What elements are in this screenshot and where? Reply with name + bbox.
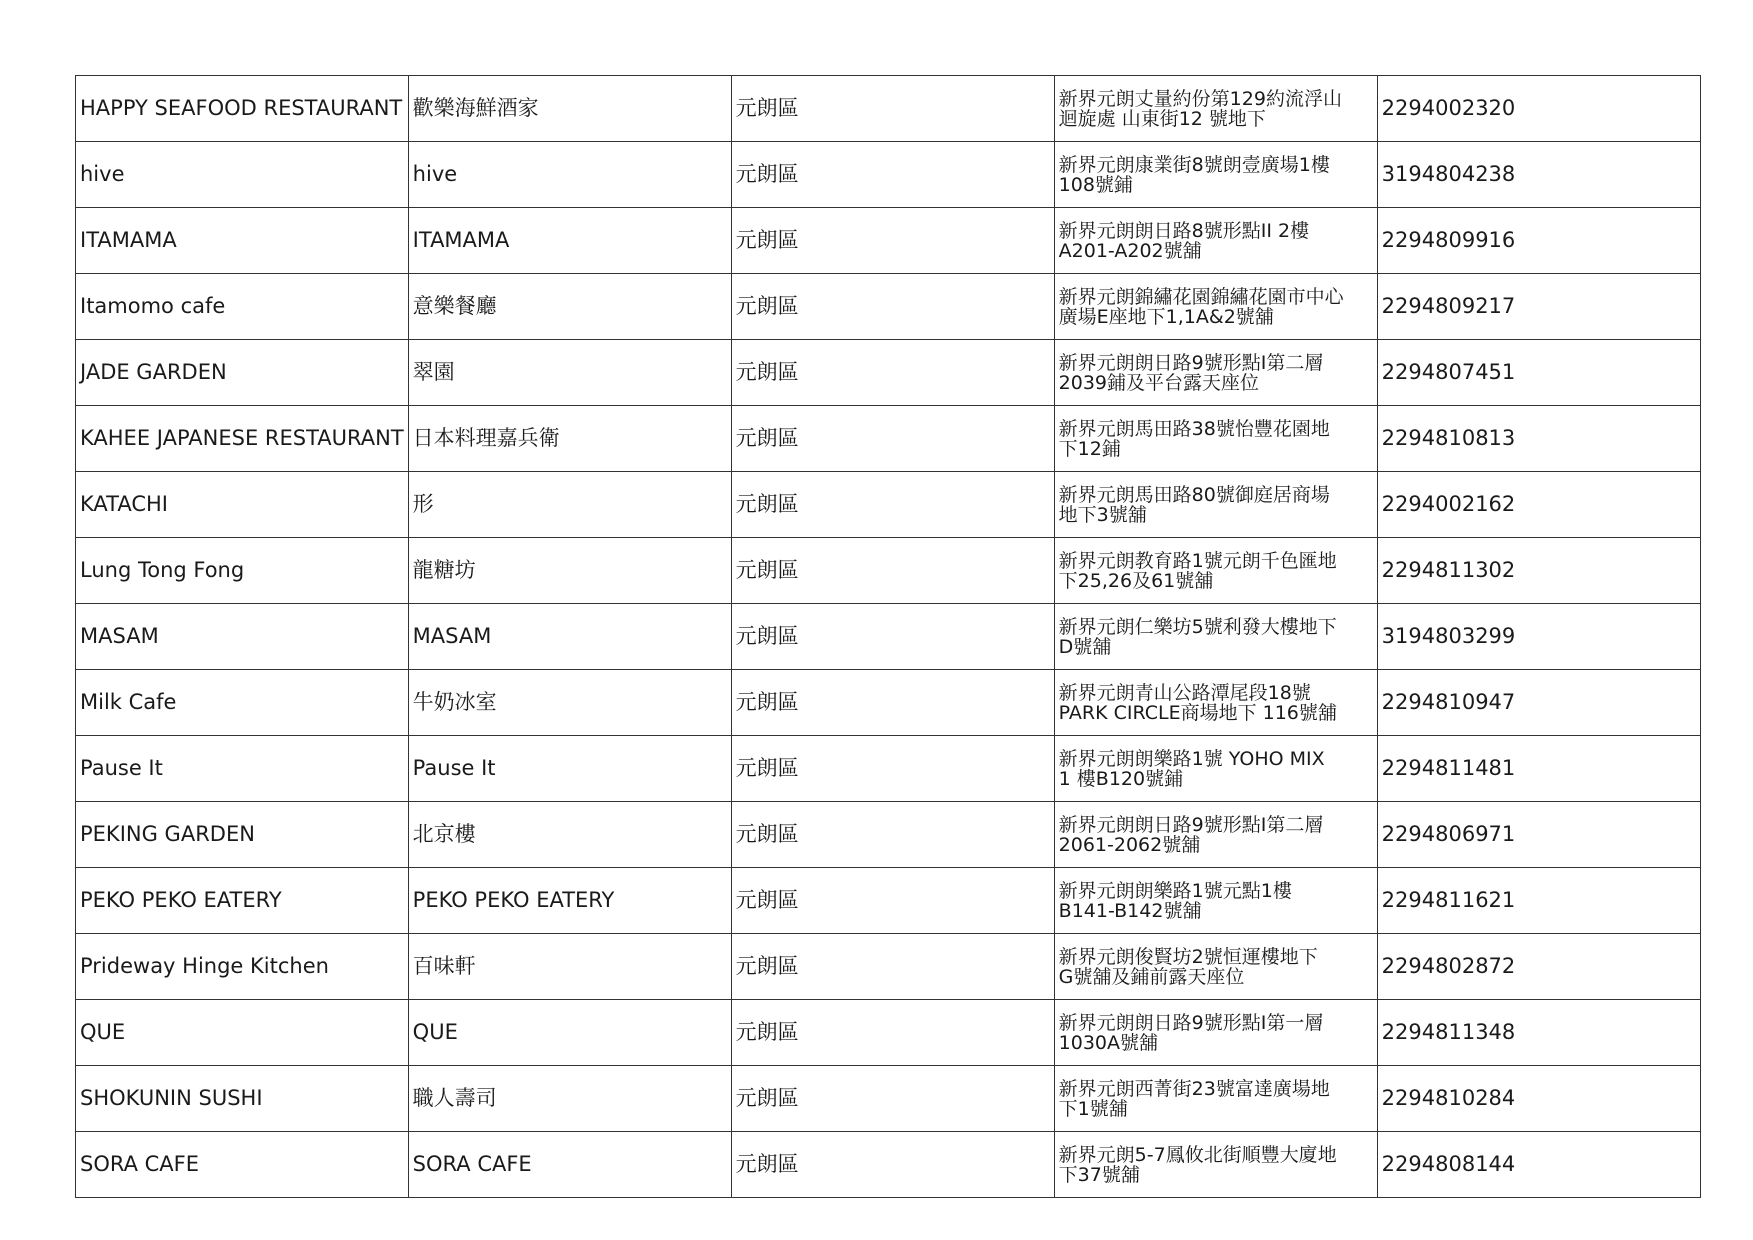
table-row — [76, 1132, 1701, 1198]
license-number-cell: 2294810813 — [1377, 406, 1700, 472]
table-row — [76, 76, 1701, 142]
restaurant-name-zh-cell: 龍糖坊 — [408, 538, 731, 604]
license-number-cell: 2294809916 — [1377, 208, 1700, 274]
address-line: 新界元朗錦繡花園錦繡花園市中心 — [1058, 285, 1344, 308]
address-cell — [1054, 1132, 1377, 1198]
table-row — [76, 538, 1701, 604]
district-cell: 元朗區 — [731, 274, 1054, 340]
address-line: 新界元朗朗日路8號形點II 2樓 — [1058, 219, 1310, 242]
table-row — [76, 802, 1701, 868]
restaurant-name-zh-cell: 歡樂海鮮酒家 — [408, 76, 731, 142]
license-number-cell: 2294802872 — [1377, 934, 1700, 1000]
restaurant-name-en-cell: Milk Cafe — [76, 670, 409, 736]
address-line: 新界元朗馬田路80號御庭居商場 — [1058, 483, 1330, 506]
restaurant-name-zh-cell: SORA CAFE — [408, 1132, 731, 1198]
table-row — [76, 670, 1701, 736]
table-row — [76, 736, 1701, 802]
address-cell — [1054, 406, 1377, 472]
address-line: 1030A號舖 — [1058, 1031, 1159, 1054]
license-number-cell: 2294810947 — [1377, 670, 1700, 736]
restaurant-name-en-cell: MASAM — [76, 604, 409, 670]
address-line: 新界元朗西菁街23號富達廣場地 — [1058, 1077, 1330, 1100]
license-number-cell: 2294811621 — [1377, 868, 1700, 934]
address-cell — [1054, 142, 1377, 208]
address-line: 新界元朗康業街8號朗壹廣場1樓 — [1058, 153, 1330, 176]
restaurant-name-zh-cell: hive — [408, 142, 731, 208]
restaurant-name-zh-cell: PEKO PEKO EATERY — [408, 868, 731, 934]
restaurant-name-en-cell: PEKING GARDEN — [76, 802, 409, 868]
address-line: G號舖及鋪前露天座位 — [1058, 965, 1245, 988]
restaurant-name-en-cell: SORA CAFE — [76, 1132, 409, 1198]
restaurant-name-zh-cell: ITAMAMA — [408, 208, 731, 274]
license-number-cell: 2294002320 — [1377, 76, 1700, 142]
restaurant-name-zh-cell: 形 — [408, 472, 731, 538]
address-line: 新界元朗朗日路9號形點I第二層 — [1058, 351, 1324, 374]
address-line: D號舖 — [1058, 635, 1112, 658]
address-line: 下1號舖 — [1058, 1097, 1128, 1120]
restaurant-name-zh-cell: Pause It — [408, 736, 731, 802]
restaurant-name-en-cell: Pause It — [76, 736, 409, 802]
address-cell — [1054, 208, 1377, 274]
restaurant-name-zh-cell: 意樂餐廳 — [408, 274, 731, 340]
address-line: 下12鋪 — [1058, 437, 1121, 460]
district-cell: 元朗區 — [731, 868, 1054, 934]
restaurant-name-en-cell: KAHEE JAPANESE RESTAURANT — [76, 406, 409, 472]
address-line: 新界元朗朗日路9號形點I第二層 — [1058, 813, 1324, 836]
address-cell — [1054, 1000, 1377, 1066]
address-line: 新界元朗朗樂路1號元點1樓 — [1058, 879, 1292, 902]
address-cell — [1054, 802, 1377, 868]
restaurant-name-zh-cell: 北京樓 — [408, 802, 731, 868]
table-row — [76, 1000, 1701, 1066]
address-cell — [1054, 76, 1377, 142]
district-cell: 元朗區 — [731, 670, 1054, 736]
address-cell — [1054, 736, 1377, 802]
address-line: 下25,26及61號舖 — [1058, 569, 1214, 592]
address-cell — [1054, 340, 1377, 406]
address-line: 迴旋處 山東街12 號地下 — [1058, 107, 1266, 130]
address-cell — [1054, 868, 1377, 934]
district-cell: 元朗區 — [731, 538, 1054, 604]
address-cell — [1054, 472, 1377, 538]
address-line: 新界元朗馬田路38號怡豐花園地 — [1058, 417, 1330, 440]
restaurant-name-en-cell: PEKO PEKO EATERY — [76, 868, 409, 934]
address-line: 新界元朗俊賢坊2號恒運樓地下 — [1058, 945, 1318, 968]
license-number-cell: 2294807451 — [1377, 340, 1700, 406]
table-row — [76, 274, 1701, 340]
address-line: 2039鋪及平台露天座位 — [1058, 371, 1260, 394]
restaurant-name-en-cell: Prideway Hinge Kitchen — [76, 934, 409, 1000]
restaurant-name-zh-cell: 百味軒 — [408, 934, 731, 1000]
restaurant-name-zh-cell: QUE — [408, 1000, 731, 1066]
address-line: 地下3號舖 — [1058, 503, 1147, 526]
district-cell: 元朗區 — [731, 1132, 1054, 1198]
address-line: 新界元朗教育路1號元朗千色匯地 — [1058, 549, 1337, 572]
table-row — [76, 868, 1701, 934]
table-row — [76, 340, 1701, 406]
address-line: 新界元朗仁樂坊5號利發大樓地下 — [1058, 615, 1337, 638]
restaurant-name-zh-cell: 翠園 — [408, 340, 731, 406]
restaurant-license-table — [75, 75, 1701, 1198]
address-line: 108號鋪 — [1058, 173, 1133, 196]
address-cell — [1054, 934, 1377, 1000]
district-cell: 元朗區 — [731, 340, 1054, 406]
address-line: 下37號舖 — [1058, 1163, 1140, 1186]
restaurant-name-en-cell: Lung Tong Fong — [76, 538, 409, 604]
district-cell: 元朗區 — [731, 208, 1054, 274]
address-cell — [1054, 670, 1377, 736]
license-number-cell: 2294811302 — [1377, 538, 1700, 604]
district-cell: 元朗區 — [731, 934, 1054, 1000]
table-body — [76, 76, 1701, 1198]
address-line: 新界元朗朗樂路1號 YOHO MIX — [1058, 747, 1325, 770]
restaurant-name-zh-cell: 職人壽司 — [408, 1066, 731, 1132]
table-row — [76, 1066, 1701, 1132]
restaurant-name-en-cell: ITAMAMA — [76, 208, 409, 274]
district-cell: 元朗區 — [731, 76, 1054, 142]
restaurant-name-en-cell: KATACHI — [76, 472, 409, 538]
restaurant-name-en-cell: HAPPY SEAFOOD RESTAURANT — [76, 76, 409, 142]
address-line: 新界元朗青山公路潭尾段18號 — [1058, 681, 1311, 704]
license-number-cell: 2294811348 — [1377, 1000, 1700, 1066]
table-row — [76, 934, 1701, 1000]
license-number-cell: 2294809217 — [1377, 274, 1700, 340]
restaurant-name-en-cell: Itamomo cafe — [76, 274, 409, 340]
license-number-cell: 3194804238 — [1377, 142, 1700, 208]
district-cell: 元朗區 — [731, 604, 1054, 670]
license-number-cell: 2294811481 — [1377, 736, 1700, 802]
license-number-cell: 2294002162 — [1377, 472, 1700, 538]
license-number-cell: 2294808144 — [1377, 1132, 1700, 1198]
district-cell: 元朗區 — [731, 736, 1054, 802]
address-cell — [1054, 274, 1377, 340]
table-row — [76, 208, 1701, 274]
district-cell: 元朗區 — [731, 1000, 1054, 1066]
address-line: A201-A202號舖 — [1058, 239, 1202, 262]
address-line: 2061-2062號舖 — [1058, 833, 1201, 856]
restaurant-name-en-cell: hive — [76, 142, 409, 208]
table-row — [76, 472, 1701, 538]
district-cell: 元朗區 — [731, 1066, 1054, 1132]
table-row — [76, 142, 1701, 208]
district-cell: 元朗區 — [731, 472, 1054, 538]
address-line: 1 樓B120號鋪 — [1058, 767, 1184, 790]
restaurant-name-zh-cell: 牛奶冰室 — [408, 670, 731, 736]
restaurant-name-zh-cell: MASAM — [408, 604, 731, 670]
address-line: 廣場E座地下1,1A&2號舖 — [1058, 305, 1274, 328]
address-line: PARK CIRCLE商場地下 116號舖 — [1058, 701, 1337, 724]
district-cell: 元朗區 — [731, 406, 1054, 472]
district-cell: 元朗區 — [731, 802, 1054, 868]
address-line: 新界元朗朗日路9號形點I第一層 — [1058, 1011, 1324, 1034]
restaurant-name-en-cell: QUE — [76, 1000, 409, 1066]
license-number-cell: 2294806971 — [1377, 802, 1700, 868]
restaurant-name-zh-cell: 日本料理嘉兵衛 — [408, 406, 731, 472]
address-cell — [1054, 538, 1377, 604]
address-line: 新界元朗5-7鳳攸北街順豐大廈地 — [1058, 1143, 1337, 1166]
license-number-cell: 3194803299 — [1377, 604, 1700, 670]
license-number-cell: 2294810284 — [1377, 1066, 1700, 1132]
address-line: B141-B142號舖 — [1058, 899, 1202, 922]
address-line: 新界元朗丈量約份第129約流浮山 — [1058, 87, 1342, 110]
address-cell — [1054, 604, 1377, 670]
restaurant-name-en-cell: SHOKUNIN SUSHI — [76, 1066, 409, 1132]
district-cell: 元朗區 — [731, 142, 1054, 208]
address-cell — [1054, 1066, 1377, 1132]
table-row — [76, 406, 1701, 472]
table-row — [76, 604, 1701, 670]
restaurant-name-en-cell: JADE GARDEN — [76, 340, 409, 406]
